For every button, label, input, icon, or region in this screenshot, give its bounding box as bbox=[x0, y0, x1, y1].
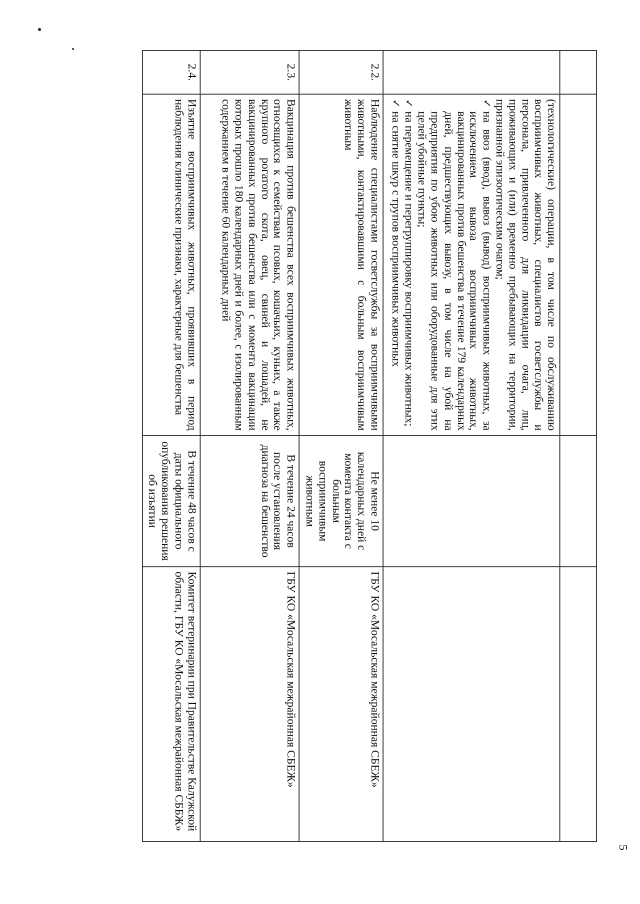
term-cell bbox=[560, 435, 597, 566]
table-row bbox=[383, 50, 560, 841]
row-number-cell: 2.2. bbox=[299, 50, 383, 94]
table-row bbox=[560, 50, 597, 841]
restriction-text: (технологические) операции, в том числе по обслуживанию восприимчивых животных, специалистов госветслужбы и персонала, привлеченного для ликвидации очага, лиц, проживающих и (или) временно пребывающих на территории, признанной эпизоотическим очагом; bbox=[493, 99, 559, 431]
check-mark-icon: ✓ bbox=[480, 99, 494, 108]
action-cell: Наблюдение специалистами госветслужбы за восприимчивыми животными, контактировавшими с больным восприимчивым животным bbox=[299, 94, 383, 435]
action-cell: Вакцинация против бешенства всех восприимчивых животных, относящихся к семействам псовых, кошачьих, куньих, а также крупного рогатого скота, овец, свиней и лошадей, не вакцинированных против бешенства или с момента вакцинации которых прошло 180 календарных дней и более, с изолированным содержанием в течение 60 календарных дней bbox=[200, 94, 299, 435]
scan-speck bbox=[38, 28, 41, 31]
responsible-cell bbox=[560, 567, 597, 842]
check-mark-icon: ✓ bbox=[403, 99, 416, 108]
table-row bbox=[200, 50, 299, 841]
responsible-cell bbox=[383, 567, 560, 842]
action-cell: Изъятие восприимчивых животных, проявивших в период наблюдения клинические признаки, характерные для бешенства bbox=[142, 94, 199, 435]
check-mark-icon: ✓ bbox=[390, 99, 403, 108]
term-cell: В течение 48 часов с даты официального опубликования решения об изъятии bbox=[142, 435, 199, 566]
row-number-cell bbox=[383, 50, 560, 94]
list-item bbox=[389, 99, 402, 431]
row-number-cell: 2.3. bbox=[200, 50, 299, 94]
responsible-cell: ГБУ КО «Мосальская межрайонная СБЕЖ» bbox=[299, 567, 383, 842]
responsible-cell: ГБУ КО «Мосальская межрайонная СБЕЖ» bbox=[200, 567, 299, 842]
list-item-text: на перемещение и перегруппировку восприимчивых животных; bbox=[403, 111, 417, 427]
table-row bbox=[299, 50, 383, 841]
rotated-document bbox=[37, 50, 597, 841]
table-row bbox=[142, 50, 199, 841]
action-cell bbox=[560, 94, 597, 435]
page-number: 5 bbox=[616, 844, 631, 851]
list-item bbox=[402, 99, 415, 431]
term-cell: В течение 24 часов после установления диагноза на бешенство bbox=[200, 435, 299, 566]
list-item-text: на снятие шкур с трупов восприимчивых животных bbox=[390, 111, 404, 367]
list-item bbox=[415, 99, 493, 431]
action-cell bbox=[383, 94, 560, 435]
term-cell bbox=[383, 435, 560, 566]
row-number-cell: 2.4. bbox=[142, 50, 199, 94]
responsible-cell: Комитет ветеринарии при Правительстве Калужской области, ГБУ КО «Мосальская межрайонная СББЖ» bbox=[142, 567, 199, 842]
row-number-cell bbox=[560, 50, 597, 94]
term-cell: Не менее 10 календарных дней с момента контакта с больным восприимчивым животным bbox=[299, 435, 383, 566]
measures-table bbox=[142, 50, 597, 842]
list-item-text: на ввоз (ввод), вывоз (вывод) восприимчивых животных, за исключением вывоза восприимчивых животных, вакцинированных против бешенства в течение 179 календарных дней, предшествующих вывозу, в том числе на убой на предприятия по убою животных или оборудованные для этих целей убойные пункты; bbox=[416, 111, 494, 431]
